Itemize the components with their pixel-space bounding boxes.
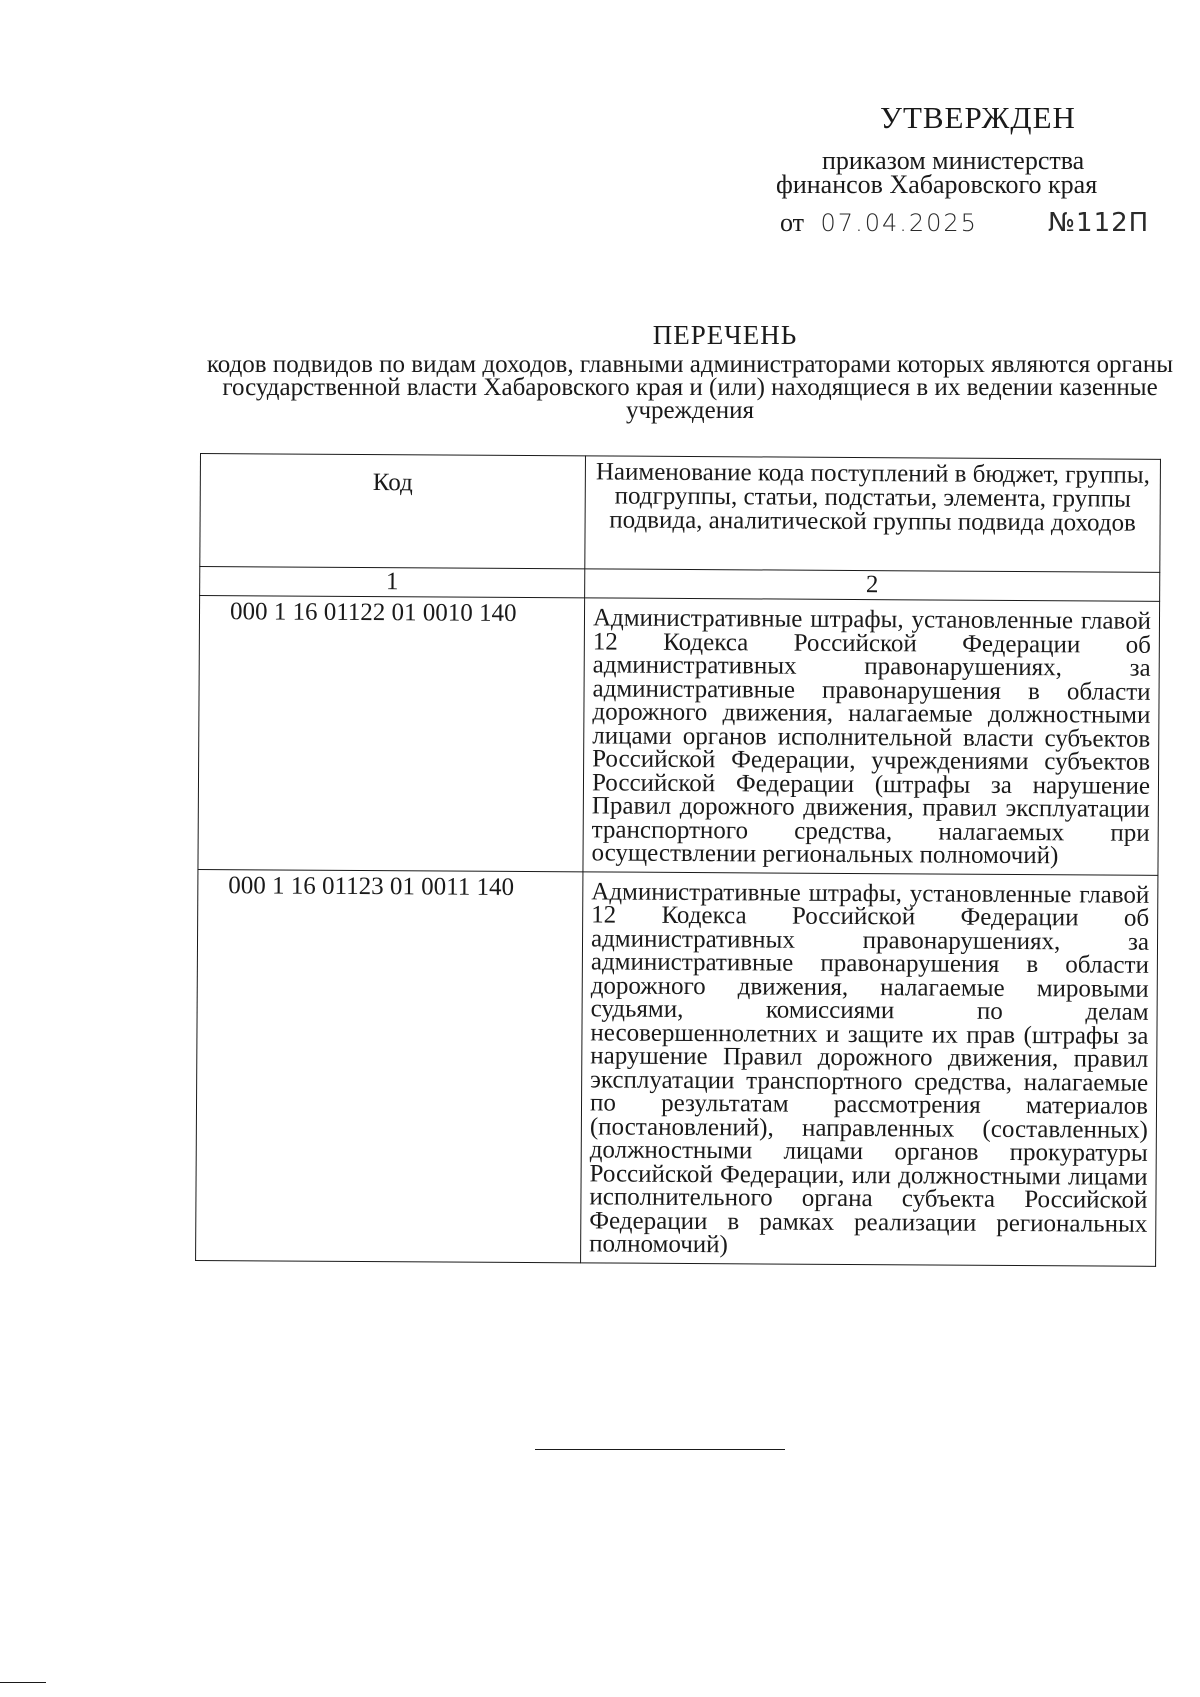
date-prefix: от (780, 208, 805, 237)
document-subtitle: кодов подвидов по видам доходов, главными администраторами которых являются органы государственной власти Хабаровского края и (или) находящиеся в их ведении казенные учреждения (206, 351, 1174, 424)
income-codes-table (195, 453, 1161, 1266)
document-title: ПЕРЕЧЕНЬ (652, 320, 798, 350)
approval-heading: УТВЕРЖДЕН (880, 100, 1076, 135)
margin-dash (0, 1682, 46, 1683)
header-code: Код (200, 454, 586, 569)
end-separator-line (535, 1449, 785, 1450)
approval-order-line: приказом министерства (822, 146, 1085, 175)
handwritten-date: 07.04.2025 (820, 209, 978, 237)
table-row (196, 869, 1158, 1266)
document-title-block (200, 320, 1180, 422)
table-row (198, 596, 1160, 875)
column-number-1: 1 (200, 567, 585, 598)
row-description: Административные штрафы, установленные главой 12 Кодекса Российской Федерации об административных правонарушениях, за административные правонарушения в области дорожного движения, налагаемые мировыми судьями, комиссиями по делам несовершеннолетних и защите их прав (штрафы за нарушение Правил дорожного движения, правил эксплуатации транспортного средства, налагаемые по результатам рассмотрения материалов (постановлений), направленных (составленных) должностными лицами органов прокуратуры Российской Федерации, или должностными лицами исполнительного органа субъекта Российской Федерации в рамках реализации региональных полномочий) (581, 871, 1158, 1266)
column-number-2: 2 (585, 569, 1160, 602)
header-name: Наименование кода поступлений в бюджет, группы, подгруппы, статьи, подстатьи, элемента, группы подвида, аналитической группы подвида доходов (585, 456, 1161, 573)
approval-ministry-line: финансов Хабаровского края (776, 170, 1098, 199)
row-code: 000 1 16 01122 01 0010 140 (198, 596, 585, 872)
row-description: Административные штрафы, установленные главой 12 Кодекса Российской Федерации об административных правонарушениях, за административные правонарушения в области дорожного движения, налагаемые должностными лицами органов исполнительной власти субъектов Российской Федерации, учреждениями субъектов Российской Федерации (штрафы за нарушение Правил дорожного движения, правил эксплуатации транспортного средства, налагаемых при осуществлении региональных полномочий) (583, 598, 1160, 875)
approval-date-row (780, 208, 1150, 238)
row-code: 000 1 16 01123 01 0011 140 (196, 869, 583, 1262)
table-header-row (200, 454, 1161, 573)
handwritten-order-number: №112П (1048, 208, 1150, 238)
